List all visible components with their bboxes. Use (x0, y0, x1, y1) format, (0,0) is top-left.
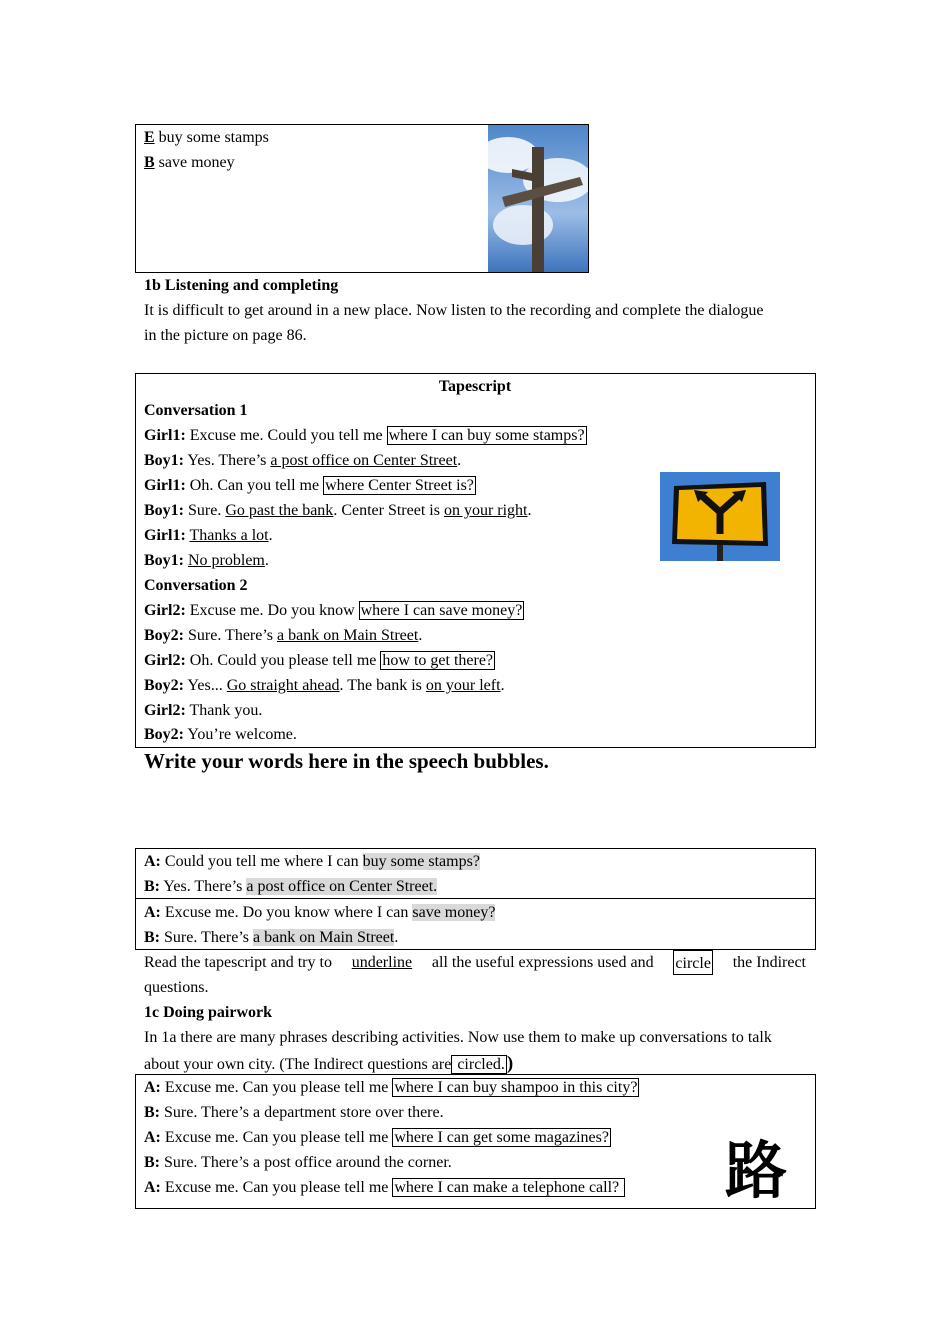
top-row-e: E buy some stamps (144, 129, 269, 146)
speech-bubbles-heading: Write your words here in the speech bubbles. (144, 749, 549, 773)
instruction-line-2: questions. (144, 979, 209, 996)
instruction-line-1: Read the tapescript and try to underline all the useful expressions used and circle the Indirect (144, 950, 806, 975)
section-1c-line-2: about your own city. (The Indirect questions are circled. ) (144, 1053, 514, 1074)
pairwork-line: B: Sure. There’s a post office around the corner. (144, 1154, 452, 1171)
option-letter: E (144, 129, 155, 146)
fork-road-sign-image (660, 472, 780, 561)
dialogue-line: Girl2: Oh. Could you please tell me how to get there? (144, 652, 494, 669)
bubble-line: B: Sure. There’s a bank on Main Street. (144, 929, 399, 946)
section-1b-intro-1: It is difficult to get around in a new place. Now listen to the recording and complete the dialogue (144, 302, 764, 319)
indirect-question-box: where I can save money? (360, 602, 523, 619)
bubble-line: A: Excuse me. Do you know where I can save money? (144, 904, 496, 921)
calligraphy-road-character: 路 (724, 1134, 787, 1207)
dialogue-line: Boy1: Yes. There’s a post office on Center Street. (144, 452, 462, 469)
bubble-line: B: Yes. There’s a post office on Center Street. (144, 878, 438, 895)
dialogue-line: Boy2: Yes... Go straight ahead. The bank is on your left. (144, 677, 505, 694)
section-1c-heading: 1c Doing pairwork (144, 1004, 272, 1021)
dialogue-line: Girl1: Thanks a lot. (144, 527, 273, 544)
conversation-2-title: Conversation 2 (144, 577, 248, 594)
indirect-question-box: how to get there? (382, 652, 494, 669)
dialogue-line: Boy2: Sure. There’s a bank on Main Street. (144, 627, 423, 644)
dialogue-line: Boy1: Sure. Go past the bank. Center Street is on your right. (144, 502, 532, 519)
conversation-1-title: Conversation 1 (144, 402, 248, 419)
dialogue-line: Girl1: Oh. Can you tell me where Center Street is? (144, 477, 474, 494)
indirect-question-box: where I can get some magazines? (394, 1129, 609, 1146)
top-row-b: B save money (144, 154, 235, 171)
dialogue-line: Boy2: You’re welcome. (144, 726, 297, 743)
bubble-line: A: Could you tell me where I can buy some stamps? (144, 853, 480, 870)
pairwork-line: A: Excuse me. Can you please tell me where I can buy shampoo in this city? (144, 1079, 638, 1096)
indirect-question-box: where I can buy shampoo in this city? (394, 1079, 638, 1096)
pairwork-line: B: Sure. There’s a department store over there. (144, 1104, 444, 1121)
indirect-question-box: where Center Street is? (325, 477, 474, 494)
pairwork-line: A: Excuse me. Can you please tell me where I can get some magazines? (144, 1129, 609, 1146)
section-1b-heading: 1b Listening and completing (144, 277, 339, 294)
dialogue-line: Girl2: Excuse me. Do you know where I can save money? (144, 602, 523, 619)
indirect-question-box: where I can buy some stamps? (388, 427, 585, 444)
option-letter: B (144, 154, 155, 171)
pairwork-line: A: Excuse me. Can you please tell me where I can make a telephone call? (144, 1179, 624, 1196)
dialogue-line: Girl2: Thank you. (144, 702, 263, 719)
tapescript-title: Tapescript (438, 378, 512, 395)
signpost-image (488, 125, 588, 272)
section-1c-line-1: In 1a there are many phrases describing activities. Now use them to make up conversations to talk (144, 1029, 772, 1046)
dialogue-line: Girl1: Excuse me. Could you tell me where I can buy some stamps? (144, 427, 585, 444)
indirect-question-box: where I can make a telephone call? (394, 1179, 624, 1196)
dialogue-line: Boy1: No problem. (144, 552, 269, 569)
section-1b-intro-2: in the picture on page 86. (144, 327, 307, 344)
